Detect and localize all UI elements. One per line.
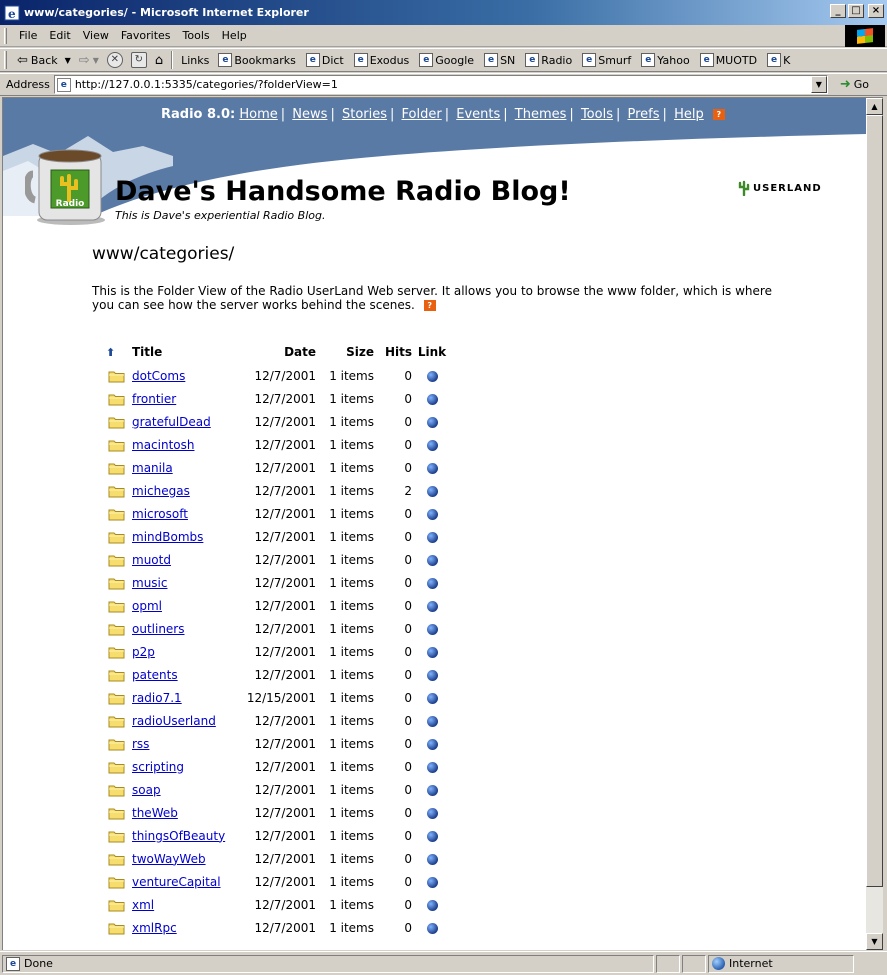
- link-globe-icon[interactable]: [427, 877, 438, 888]
- folder-link[interactable]: thingsOfBeauty: [132, 828, 226, 843]
- folder-link[interactable]: xml: [132, 897, 155, 912]
- row-size: 1 items: [329, 575, 374, 590]
- help-badge-icon[interactable]: ?: [424, 300, 436, 311]
- row-hits: 0: [404, 391, 412, 406]
- row-size: 1 items: [329, 805, 374, 820]
- row-size: 1 items: [329, 460, 374, 475]
- folder-link[interactable]: scripting: [132, 759, 184, 774]
- back-label: Back: [30, 53, 58, 67]
- link-label: K: [783, 53, 791, 67]
- folder-link[interactable]: gratefulDead: [132, 414, 211, 429]
- address-bar: [0, 73, 887, 96]
- row-size: 1 items: [329, 552, 374, 567]
- link-label: Google: [435, 53, 475, 67]
- table-row: [100, 640, 450, 663]
- row-date: 12/15/2001: [246, 690, 316, 705]
- row-hits: 0: [404, 667, 412, 682]
- toolbar-grip[interactable]: [4, 51, 7, 69]
- row-size: 1 items: [329, 713, 374, 728]
- nav-stories[interactable]: Stories: [341, 107, 387, 122]
- blog-subtitle: This is Dave's experiential Radio Blog.: [115, 209, 326, 222]
- row-hits: 0: [404, 575, 412, 590]
- link-label: Smurf: [598, 53, 632, 67]
- link-globe-icon[interactable]: [427, 785, 438, 796]
- row-size: 1 items: [329, 437, 374, 452]
- link-globe-icon[interactable]: [427, 509, 438, 520]
- link-globe-icon[interactable]: [427, 578, 438, 589]
- folder-link[interactable]: michegas: [132, 483, 190, 498]
- ie-icon: [4, 5, 20, 21]
- page-icon: e: [484, 53, 498, 67]
- folder-icon[interactable]: [108, 531, 125, 544]
- table-row: [100, 410, 450, 433]
- folder-link[interactable]: patents: [132, 667, 178, 682]
- table-row: [100, 479, 450, 502]
- row-size: 1 items: [329, 529, 374, 544]
- link-globe-icon[interactable]: [427, 394, 438, 405]
- link-globe-icon[interactable]: [427, 854, 438, 865]
- page-content: [2, 97, 866, 950]
- table-row: [100, 502, 450, 525]
- row-hits: 0: [404, 437, 412, 452]
- row-size: 1 items: [329, 828, 374, 843]
- table-row: [100, 364, 450, 387]
- menu-bar: [0, 25, 887, 47]
- column-link[interactable]: Link: [417, 345, 447, 359]
- go-button[interactable]: [834, 77, 875, 92]
- table-row: [100, 709, 450, 732]
- link-exodus[interactable]: [349, 53, 415, 67]
- row-size: 1 items: [329, 690, 374, 705]
- vertical-scrollbar[interactable]: [866, 97, 883, 950]
- folder-icon[interactable]: [108, 692, 125, 705]
- row-date: 12/7/2001: [254, 391, 316, 406]
- page-icon: e: [57, 78, 71, 92]
- page-icon: e: [582, 53, 596, 67]
- link-globe-icon[interactable]: [427, 371, 438, 382]
- row-size: 1 items: [329, 851, 374, 866]
- page-icon: e: [700, 53, 714, 67]
- row-size: 1 items: [329, 506, 374, 521]
- folder-icon[interactable]: [108, 853, 125, 866]
- folder-icon[interactable]: [108, 669, 125, 682]
- address-url[interactable]: http://127.0.0.1:5335/categories/?folderView=1: [74, 78, 338, 91]
- row-date: 12/7/2001: [254, 529, 316, 544]
- row-hits: 0: [404, 552, 412, 567]
- link-label: Bookmarks: [234, 53, 296, 67]
- sort-up-icon[interactable]: ⬆: [106, 346, 116, 359]
- link-globe-icon[interactable]: [427, 808, 438, 819]
- table-row: [100, 893, 450, 916]
- folder-link[interactable]: twoWayWeb: [132, 851, 206, 866]
- row-size: 1 items: [329, 782, 374, 797]
- link-globe-icon[interactable]: [427, 762, 438, 773]
- row-hits: 0: [404, 897, 412, 912]
- column-title[interactable]: Title: [132, 345, 163, 359]
- link-smurf[interactable]: [577, 53, 636, 67]
- menu-favorites[interactable]: Favorites: [120, 29, 171, 42]
- row-date: 12/7/2001: [254, 782, 316, 797]
- link-radio[interactable]: [520, 53, 577, 67]
- folder-icon[interactable]: [108, 738, 125, 751]
- link-globe-icon[interactable]: [427, 463, 438, 474]
- scroll-down-icon[interactable]: ▼: [866, 933, 883, 950]
- go-arrow-icon: ➜: [839, 77, 851, 92]
- row-date: 12/7/2001: [254, 460, 316, 475]
- link-globe-icon[interactable]: [427, 900, 438, 911]
- stop-button[interactable]: [103, 52, 127, 68]
- table-row: [100, 594, 450, 617]
- row-hits: 0: [404, 529, 412, 544]
- row-size: 1 items: [329, 368, 374, 383]
- table-row: [100, 732, 450, 755]
- address-dropdown-icon[interactable]: ▼: [811, 76, 827, 93]
- address-input[interactable]: [54, 75, 828, 94]
- folder-link[interactable]: radioUserland: [132, 713, 216, 728]
- link-globe-icon[interactable]: [427, 555, 438, 566]
- link-label: Dict: [321, 53, 344, 67]
- status-bar: [0, 951, 887, 975]
- column-hits[interactable]: Hits: [384, 345, 412, 359]
- links-label: Links: [181, 53, 210, 67]
- windows-logo: [845, 25, 885, 47]
- link-globe-icon[interactable]: [427, 624, 438, 635]
- link-globe-icon[interactable]: [427, 670, 438, 681]
- folder-icon[interactable]: [108, 899, 125, 912]
- row-size: 1 items: [329, 736, 374, 751]
- radio-mug-logo: [25, 146, 115, 226]
- folder-icon[interactable]: [108, 715, 125, 728]
- column-size[interactable]: Size: [346, 345, 374, 359]
- zone-label: Internet: [729, 957, 773, 970]
- table-row: [100, 778, 450, 801]
- row-hits: 0: [404, 851, 412, 866]
- row-size: 1 items: [329, 874, 374, 889]
- link-muotd[interactable]: [695, 53, 762, 67]
- go-label: Go: [853, 78, 869, 91]
- folder-link[interactable]: macintosh: [132, 437, 195, 452]
- link-globe-icon[interactable]: [427, 831, 438, 842]
- table-row: [100, 548, 450, 571]
- link-globe-icon[interactable]: [427, 417, 438, 428]
- table-row: [100, 617, 450, 640]
- standard-toolbar: [0, 48, 887, 72]
- home-icon: ⌂: [154, 52, 164, 68]
- folder-link[interactable]: mindBombs: [132, 529, 204, 544]
- page-icon: e: [767, 53, 781, 67]
- folder-link[interactable]: theWeb: [132, 805, 178, 820]
- row-size: 1 items: [329, 621, 374, 636]
- row-date: 12/7/2001: [254, 874, 316, 889]
- link-label: MUOTD: [715, 53, 758, 67]
- menu-grip[interactable]: [4, 28, 7, 44]
- folder-icon[interactable]: [108, 393, 125, 406]
- nav-tools[interactable]: Tools: [580, 107, 613, 122]
- link-globe-icon[interactable]: [427, 647, 438, 658]
- page-icon: e: [354, 53, 368, 67]
- folder-table: [100, 340, 450, 939]
- window-title: www/categories/ - Microsoft Internet Explorer: [24, 6, 309, 19]
- status-cell: [682, 955, 706, 973]
- row-size: 1 items: [329, 414, 374, 429]
- page-icon: e: [306, 53, 320, 67]
- row-date: 12/7/2001: [254, 759, 316, 774]
- link-dict[interactable]: [301, 53, 349, 67]
- folder-link[interactable]: opml: [132, 598, 162, 613]
- row-size: 1 items: [329, 759, 374, 774]
- folder-link[interactable]: music: [132, 575, 168, 590]
- row-hits: 0: [404, 828, 412, 843]
- home-button[interactable]: [151, 53, 167, 68]
- row-hits: 0: [404, 621, 412, 636]
- folder-icon[interactable]: [108, 439, 125, 452]
- nav-help[interactable]: Help: [674, 107, 704, 122]
- help-badge-icon[interactable]: ?: [713, 109, 725, 120]
- row-hits: 0: [404, 644, 412, 659]
- page-icon: e: [525, 53, 539, 67]
- folder-link[interactable]: muotd: [132, 552, 171, 567]
- row-size: 1 items: [329, 920, 374, 935]
- menu-file[interactable]: File: [19, 29, 38, 42]
- row-hits: 0: [404, 759, 412, 774]
- minimize-button[interactable]: _: [830, 4, 846, 18]
- row-hits: 0: [404, 874, 412, 889]
- page-icon: e: [419, 53, 433, 67]
- description-text: This is the Folder View of the Radio UserLand Web server. It allows you to browse the www folder, which is where you can see how the server works behind the scenes.: [92, 284, 772, 312]
- window-titlebar[interactable]: [0, 0, 887, 25]
- table-row: [100, 870, 450, 893]
- folder-icon[interactable]: [108, 416, 125, 429]
- maximize-button[interactable]: □: [848, 4, 864, 18]
- page-icon: e: [218, 53, 232, 67]
- link-k[interactable]: [762, 53, 795, 67]
- toolbar-separator: [171, 51, 173, 69]
- folder-icon[interactable]: [108, 577, 125, 590]
- nav-folder[interactable]: Folder: [401, 107, 442, 122]
- row-date: 12/7/2001: [254, 368, 316, 383]
- column-date[interactable]: Date: [284, 345, 316, 359]
- table-row: [100, 525, 450, 548]
- folder-link[interactable]: soap: [132, 782, 161, 797]
- link-label: Radio: [541, 53, 573, 67]
- link-globe-icon[interactable]: [427, 601, 438, 612]
- row-date: 12/7/2001: [254, 644, 316, 659]
- table-header-row: [100, 340, 450, 364]
- row-size: 1 items: [329, 598, 374, 613]
- folder-link[interactable]: rss: [132, 736, 150, 751]
- folder-icon[interactable]: [108, 807, 125, 820]
- folder-icon[interactable]: [108, 784, 125, 797]
- row-hits: 0: [404, 805, 412, 820]
- page-icon: e: [641, 53, 655, 67]
- refresh-button[interactable]: [127, 52, 151, 68]
- row-hits: 0: [404, 368, 412, 383]
- table-row: [100, 387, 450, 410]
- folder-icon[interactable]: [108, 462, 125, 475]
- svg-text:e: e: [8, 6, 16, 21]
- nav-themes[interactable]: Themes: [514, 107, 567, 122]
- folder-icon[interactable]: [108, 623, 125, 636]
- link-globe-icon[interactable]: [427, 693, 438, 704]
- row-hits: 0: [404, 414, 412, 429]
- back-button[interactable]: [13, 53, 75, 68]
- forward-button[interactable]: [75, 53, 103, 68]
- table-row: [100, 456, 450, 479]
- row-size: 1 items: [329, 644, 374, 659]
- row-date: 12/7/2001: [254, 920, 316, 935]
- row-size: 1 items: [329, 391, 374, 406]
- row-date: 12/7/2001: [254, 575, 316, 590]
- back-dropdown-icon[interactable]: ▼: [64, 55, 71, 65]
- link-globe-icon[interactable]: [427, 486, 438, 497]
- folder-icon[interactable]: [108, 922, 125, 935]
- table-row: [100, 755, 450, 778]
- menu-help[interactable]: Help: [221, 29, 247, 42]
- link-globe-icon[interactable]: [427, 440, 438, 451]
- refresh-icon: ↻: [131, 52, 147, 68]
- status-text: Done: [24, 957, 53, 970]
- link-google[interactable]: [414, 53, 479, 67]
- radio-header: [3, 98, 866, 228]
- menu-edit[interactable]: Edit: [49, 29, 71, 42]
- row-size: 1 items: [329, 667, 374, 682]
- row-hits: 0: [404, 920, 412, 935]
- stop-icon: ✕: [107, 52, 123, 68]
- status-main: [2, 955, 654, 973]
- folder-link[interactable]: dotComs: [132, 368, 186, 383]
- nav-home[interactable]: Home: [239, 107, 278, 122]
- nav-prefs[interactable]: Prefs: [627, 107, 660, 122]
- radio-navbar: Radio 8.0: Home | News | Stories | Folder | Events | Themes | Tools | Prefs | Help ?: [3, 98, 866, 130]
- table-row: [100, 433, 450, 456]
- row-date: 12/7/2001: [254, 437, 316, 452]
- row-date: 12/7/2001: [254, 713, 316, 728]
- row-date: 12/7/2001: [254, 667, 316, 682]
- link-globe-icon[interactable]: [427, 716, 438, 727]
- folder-icon[interactable]: [108, 830, 125, 843]
- row-date: 12/7/2001: [254, 598, 316, 613]
- folder-icon[interactable]: [108, 485, 125, 498]
- folder-link[interactable]: radio7.1: [132, 690, 182, 705]
- forward-dropdown-icon[interactable]: ▼: [92, 55, 99, 65]
- row-date: 12/7/2001: [254, 828, 316, 843]
- folder-link[interactable]: frontier: [132, 391, 177, 406]
- nav-news[interactable]: News: [292, 107, 328, 122]
- row-date: 12/7/2001: [254, 851, 316, 866]
- folder-icon[interactable]: [108, 600, 125, 613]
- folder-description: [92, 284, 792, 312]
- folder-link[interactable]: outliners: [132, 621, 185, 636]
- back-arrow-icon: ⇦: [17, 52, 28, 68]
- link-label: SN: [500, 53, 516, 67]
- folder-link[interactable]: manila: [132, 460, 173, 475]
- row-hits: 0: [404, 782, 412, 797]
- menu-view[interactable]: View: [82, 29, 109, 42]
- internet-globe-icon: [712, 957, 725, 970]
- link-globe-icon[interactable]: [427, 923, 438, 934]
- folder-heading: www/categories/: [92, 244, 235, 264]
- link-yahoo[interactable]: [636, 53, 694, 67]
- row-hits: 0: [404, 713, 412, 728]
- row-date: 12/7/2001: [254, 506, 316, 521]
- row-date: 12/7/2001: [254, 621, 316, 636]
- folder-link[interactable]: xmlRpc: [132, 920, 177, 935]
- folder-icon[interactable]: [108, 646, 125, 659]
- row-hits: 0: [404, 598, 412, 613]
- row-date: 12/7/2001: [254, 414, 316, 429]
- link-label: Yahoo: [657, 53, 690, 67]
- mug-label: Radio: [55, 199, 85, 209]
- row-date: 12/7/2001: [254, 483, 316, 498]
- blog-title: Dave's Handsome Radio Blog!: [115, 176, 571, 207]
- menu-tools[interactable]: Tools: [182, 29, 210, 42]
- link-label: Exodus: [369, 53, 410, 67]
- table-row: [100, 916, 450, 939]
- windows-flag-icon: [857, 28, 873, 44]
- row-hits: 0: [404, 460, 412, 475]
- close-button[interactable]: ×: [868, 4, 884, 18]
- row-date: 12/7/2001: [254, 897, 316, 912]
- row-date: 12/7/2001: [254, 805, 316, 820]
- row-hits: 0: [404, 690, 412, 705]
- folder-link[interactable]: p2p: [132, 644, 155, 659]
- table-row: [100, 571, 450, 594]
- folder-icon[interactable]: [108, 370, 125, 383]
- scroll-thumb[interactable]: [866, 115, 883, 887]
- folder-link[interactable]: microsoft: [132, 506, 188, 521]
- link-globe-icon[interactable]: [427, 739, 438, 750]
- folder-icon[interactable]: [108, 761, 125, 774]
- security-zone[interactable]: [708, 955, 854, 973]
- link-sn[interactable]: [479, 53, 520, 67]
- userland-logo[interactable]: [738, 180, 822, 196]
- userland-text: USERLAND: [753, 182, 822, 194]
- folder-icon[interactable]: [108, 876, 125, 889]
- row-size: 1 items: [329, 483, 374, 498]
- table-row: [100, 801, 450, 824]
- status-cell: [656, 955, 680, 973]
- folder-icon[interactable]: [108, 508, 125, 521]
- scroll-up-icon[interactable]: ▲: [866, 98, 883, 115]
- table-row: [100, 686, 450, 709]
- folder-icon[interactable]: [108, 554, 125, 567]
- row-date: 12/7/2001: [254, 736, 316, 751]
- table-row: [100, 824, 450, 847]
- cactus-icon: [738, 180, 750, 196]
- link-globe-icon[interactable]: [427, 532, 438, 543]
- page-done-icon: e: [6, 957, 20, 971]
- folder-link[interactable]: ventureCapital: [132, 874, 221, 889]
- nav-events[interactable]: Events: [456, 107, 501, 122]
- table-row: [100, 847, 450, 870]
- forward-arrow-icon: ⇨: [78, 52, 90, 68]
- row-size: 1 items: [329, 897, 374, 912]
- table-row: [100, 663, 450, 686]
- row-hits: 2: [404, 483, 412, 498]
- row-date: 12/7/2001: [254, 552, 316, 567]
- row-hits: 0: [404, 736, 412, 751]
- link-bookmarks[interactable]: [213, 53, 300, 67]
- row-hits: 0: [404, 506, 412, 521]
- address-label: Address: [6, 78, 50, 91]
- radio-brand: Radio 8.0: [161, 107, 231, 122]
